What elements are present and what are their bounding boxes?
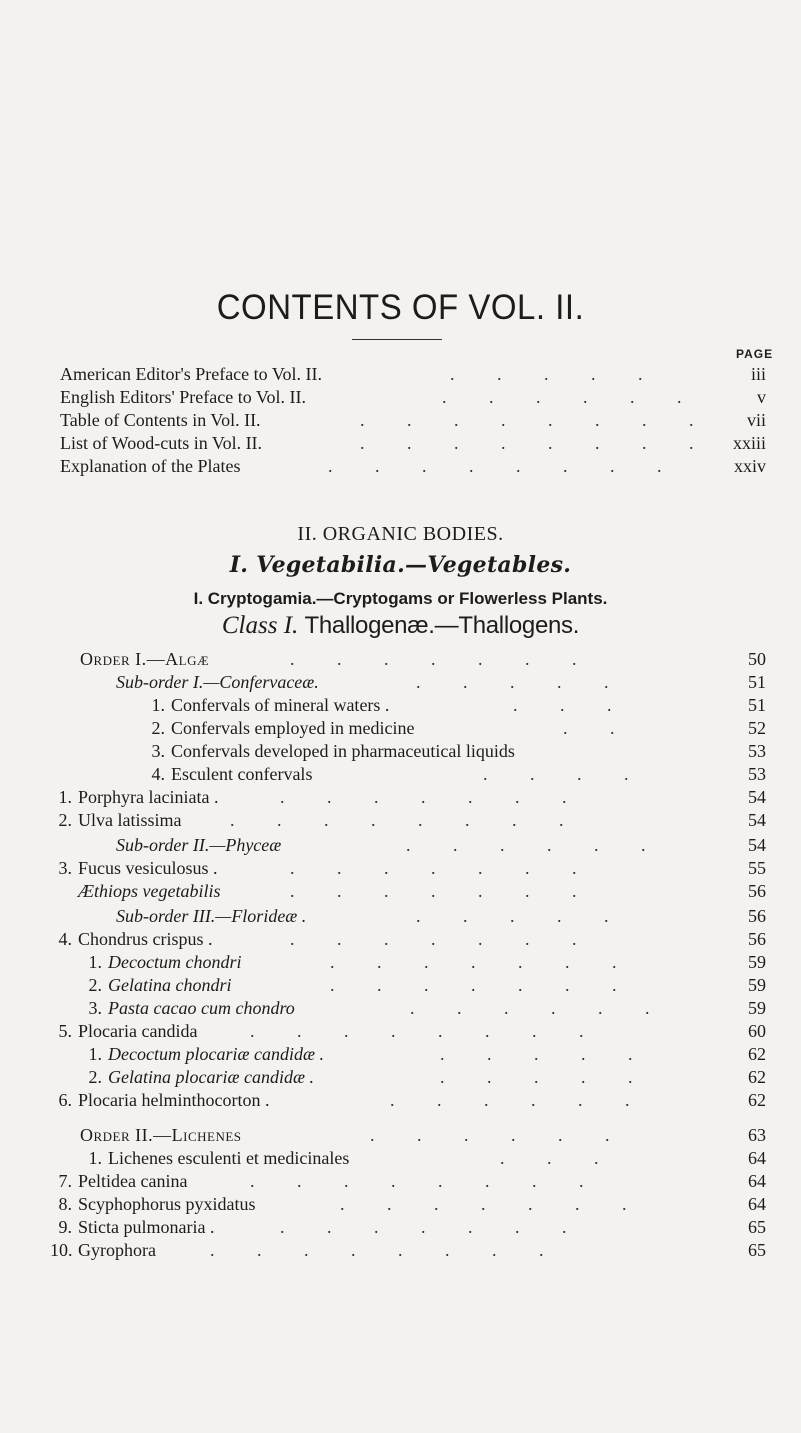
page-title: CONTENTS OF VOL. II. [216,286,585,327]
leader-dots: . . . . . . . [290,858,596,878]
toc-page: xxiii [732,433,766,453]
toc-row [50,880,766,902]
entry-text: Ulva latissima [78,810,182,830]
toc-row [80,1124,766,1146]
toc-row [143,740,766,762]
entry-number: 3. [88,998,102,1018]
toc-label [50,1089,269,1111]
entry-number: 4. [151,764,165,784]
toc-label: Order I.—Algæ [80,649,210,669]
toc-row [143,717,766,739]
toc-row [60,363,766,385]
toc-row [116,834,766,856]
toc-page: 59 [748,998,766,1018]
toc-row [80,974,766,996]
entry-number: 8. [58,1194,72,1214]
leader-dots: . . . . . . . . [360,410,713,430]
entry-number: 1. [88,952,102,972]
toc-row [80,1066,766,1088]
entry-text: Sticta pulmonaria . [78,1217,215,1237]
toc-label [50,928,213,950]
toc-page: 53 [748,741,766,761]
toc-page: 62 [748,1067,766,1087]
entry-text: Lichenes esculenti et medicinales [108,1148,350,1168]
entry-number: 1. [88,1044,102,1064]
toc-label [80,1066,314,1088]
toc-row [50,1170,766,1192]
leader-dots: . . . [500,1148,618,1168]
toc-label [50,857,218,879]
leader-dots: . . [563,718,634,738]
toc-page: 64 [748,1194,766,1214]
toc-page: 55 [748,858,766,878]
toc-page: 51 [748,695,766,715]
toc-label [50,1193,256,1215]
toc-label [80,997,295,1019]
leader-dots: . . . . [483,764,648,784]
toc-row [143,763,766,785]
toc-row [50,1216,766,1238]
toc-row [60,386,766,408]
leader-dots: . . . . . . [410,998,669,1018]
leader-dots: . . . . . . [442,387,701,407]
leader-dots: . . . . . . . . [250,1171,603,1191]
toc-page: v [757,387,766,407]
entry-number: 10. [50,1240,73,1260]
toc-label [143,740,515,762]
toc-page: 54 [748,787,766,807]
toc-page: 54 [748,835,766,855]
entry-text: Chondrus crispus . [78,929,213,949]
toc-row [60,409,766,431]
entry-number: 1. [151,695,165,715]
leader-dots: . . . [513,695,631,715]
toc-label: American Editor's Preface to Vol. II. [60,364,323,384]
toc-page: 62 [748,1044,766,1064]
toc-page: 54 [748,810,766,830]
toc-label [143,763,312,785]
entry-number: 4. [58,929,72,949]
toc-row [60,432,766,454]
toc-page: 52 [748,718,766,738]
toc-row [60,455,766,477]
toc-row [116,671,766,693]
toc-label [50,786,218,808]
toc-page: vii [746,410,766,430]
leader-dots: . . . . . [416,672,628,692]
leader-dots: . . . . . . . [290,649,596,669]
entry-text: Fucus vesiculosus . [78,858,218,878]
toc-label: List of Wood-cuts in Vol. II. [60,433,263,453]
title-rule [352,339,442,340]
entry-text: Confervals employed in medicine [171,718,415,738]
entry-number: 3. [58,858,72,878]
entry-text: Peltidea canina [78,1171,188,1191]
toc-row [80,1147,766,1169]
toc-row [50,1239,766,1261]
toc-page: 65 [748,1240,766,1260]
toc-label: Order II.—Lichenes [80,1125,242,1145]
leader-dots: . . . . . [440,1044,652,1064]
leader-dots: . . . . . . [406,835,665,855]
toc-label [50,809,181,831]
entry-text: Confervals developed in pharmaceutical liquids [171,741,515,761]
division-heading [0,552,801,578]
toc-page: 62 [748,1090,766,1110]
leader-dots: . . . . . . [390,1090,649,1110]
toc-label [50,1020,197,1042]
entry-number: 2. [88,975,102,995]
entry-number: 2. [58,810,72,830]
leader-dots: . . . . . [450,364,662,384]
entry-number: 5. [58,1021,72,1041]
entry-text: Plocaria candida [78,1021,198,1041]
leader-dots: . . . . . [416,906,628,926]
entry-number: 7. [58,1171,72,1191]
toc-row [50,809,766,831]
entry-text: Gyrophora [78,1240,156,1260]
toc-row [80,951,766,973]
entry-number: 1. [88,1148,102,1168]
toc-page: iii [750,364,766,384]
toc-row [50,857,766,879]
class-heading [0,612,801,640]
toc-label [80,1147,349,1169]
leader-dots: . . . . . . . [280,1217,586,1237]
leader-dots: . . . . . . . [340,1194,646,1214]
entry-number: 2. [151,718,165,738]
class-name: Thallogenæ.—Thallogens. [304,612,580,639]
entry-text: Scyphophorus pyxidatus [78,1194,256,1214]
leader-dots: . . . . . . . . [328,456,681,476]
toc-page: xxiv [733,456,766,476]
toc-page: 53 [748,764,766,784]
toc-label: English Editors' Preface to Vol. II. [60,387,307,407]
division-label: I. Vegetabilia.—Vegetables. [229,552,572,578]
toc-label [80,974,232,996]
section-heading: II. ORGANIC BODIES. [297,523,504,545]
entry-text: Decoctum chondri [108,952,242,972]
toc-page: 63 [748,1125,766,1145]
toc-label [80,951,241,973]
toc-page: 56 [748,929,766,949]
toc-label [50,1170,187,1192]
toc-row [50,1020,766,1042]
toc-row [143,694,766,716]
toc-label [50,880,221,902]
toc-page: 64 [748,1171,766,1191]
leader-dots: . . . . . . . . [210,1240,563,1260]
leader-dots: . . . . . . . [330,952,636,972]
toc-row [50,1089,766,1111]
toc-label [143,717,414,739]
toc-page: 51 [748,672,766,692]
entry-number: 9. [58,1217,72,1237]
toc-page: 59 [748,952,766,972]
entry-number: 6. [58,1090,72,1110]
toc-row [80,997,766,1019]
toc-page: 60 [748,1021,766,1041]
toc-row [116,905,766,927]
subdivision-heading: I. Cryptogamia.—Cryptogams or Flowerless Plants. [193,589,608,608]
toc-label: Explanation of the Plates [60,456,241,476]
toc-row [80,1043,766,1065]
page-column-header: PAGE [736,347,774,361]
toc-label: Sub-order III.—Florideæ . [116,906,307,926]
toc-row [50,786,766,808]
leader-dots: . . . . . . [370,1125,629,1145]
toc-row [80,648,766,670]
leader-dots: . . . . . . . . [230,810,583,830]
leader-dots: . . . . . [440,1067,652,1087]
toc-label: Table of Contents in Vol. II. [60,410,261,430]
toc-page: 64 [748,1148,766,1168]
toc-row [50,1193,766,1215]
toc-page: 56 [748,906,766,926]
entry-text: Æthiops vegetabilis [78,881,221,901]
leader-dots: . . . . . . . [330,975,636,995]
class-prefix: Class I. [221,612,299,639]
entry-text: Decoctum plocariæ candidæ . [108,1044,324,1064]
toc-page: 59 [748,975,766,995]
toc-page: 50 [748,649,766,669]
leader-dots: . . . . . . . [290,929,596,949]
toc-label: Sub-order II.—Phyceæ [116,835,282,855]
entry-text: Esculent confervals [171,764,313,784]
toc-label [143,694,389,716]
toc-label [80,1043,324,1065]
toc-page: 56 [748,881,766,901]
entry-number: 2. [88,1067,102,1087]
entry-text: Gelatina plocariæ candidæ . [108,1067,314,1087]
entry-number: 1. [58,787,72,807]
toc-label [50,1216,214,1238]
leader-dots: . . . . . . . [280,787,586,807]
toc-label: Sub-order I.—Confervaceæ. [116,672,319,692]
entry-text: Pasta cacao cum chondro [108,998,295,1018]
entry-text: Gelatina chondri [108,975,232,995]
entry-text: Porphyra laciniata . [78,787,219,807]
toc-label [50,1239,156,1261]
leader-dots: . . . . . . . . [250,1021,603,1041]
entry-text: Confervals of mineral waters . [171,695,390,715]
toc-row [50,928,766,950]
toc-page: 65 [748,1217,766,1237]
leader-dots: . . . . . . . . [360,433,713,453]
entry-number: 3. [151,741,165,761]
leader-dots: . . . . . . . [290,881,596,901]
entry-text: Plocaria helminthocorton . [78,1090,270,1110]
